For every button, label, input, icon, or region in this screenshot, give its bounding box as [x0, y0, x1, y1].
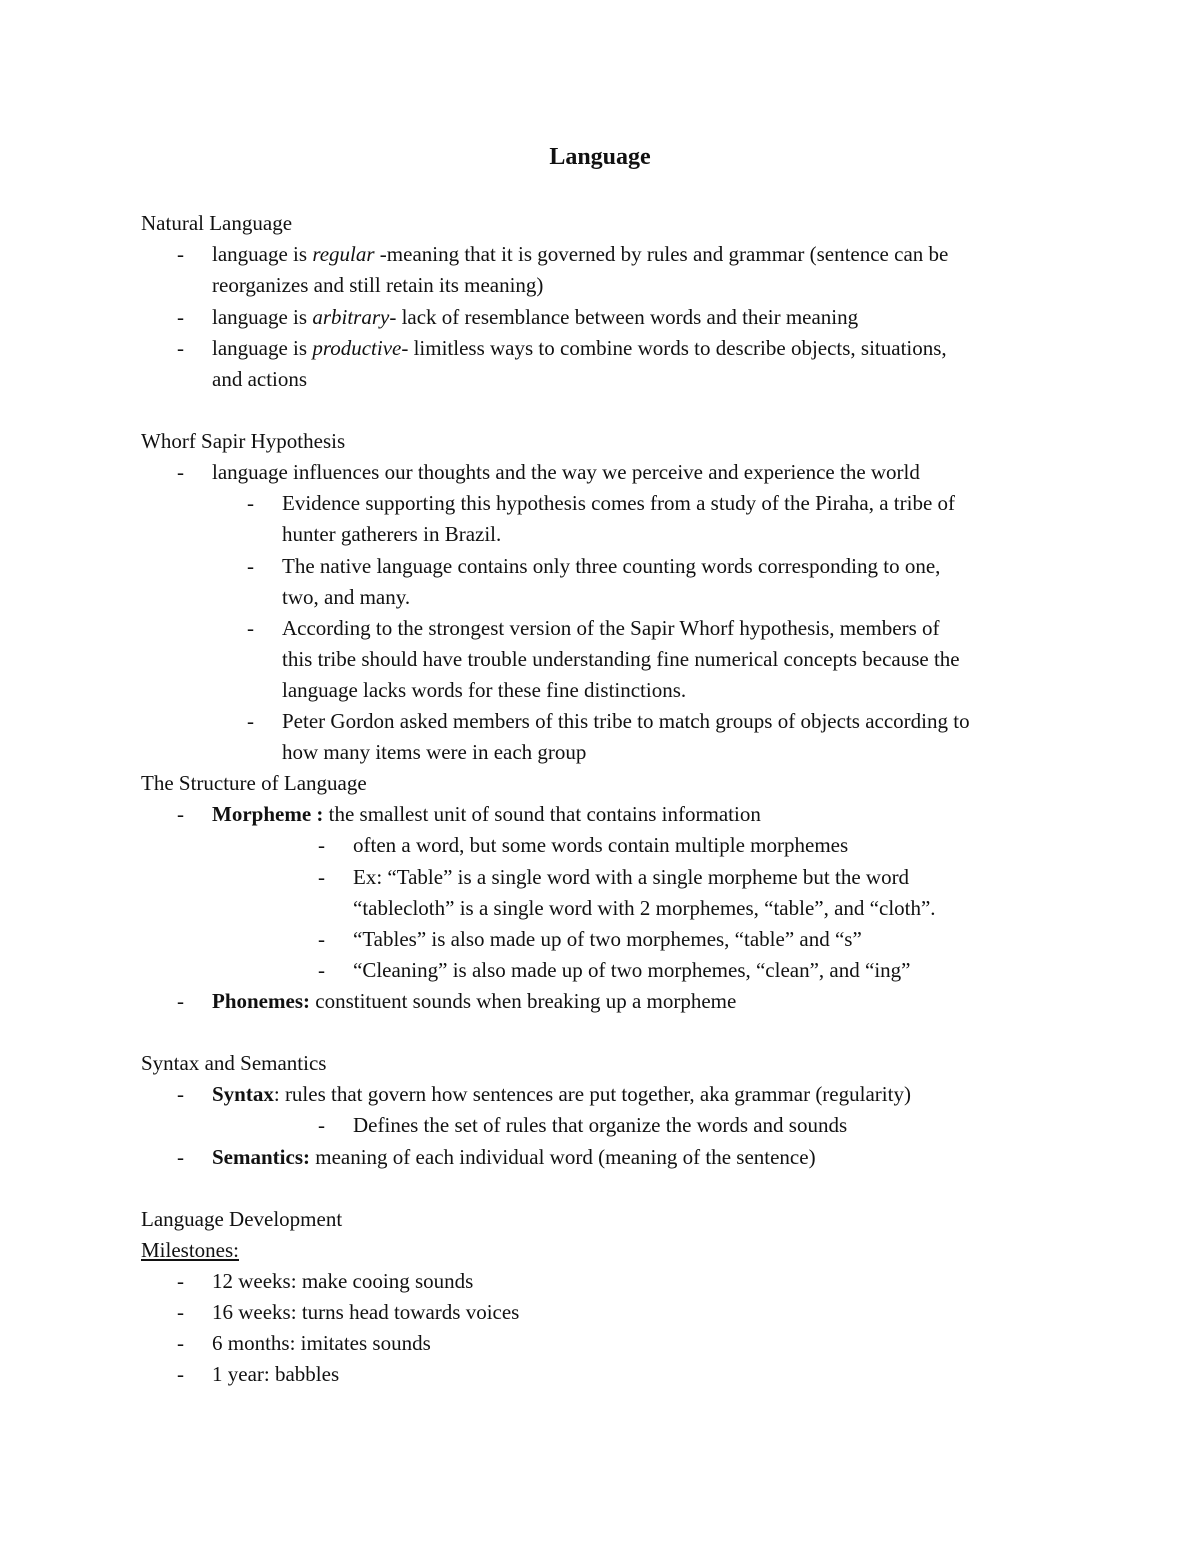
bullet-dash: -: [318, 958, 325, 982]
milestone-item: 16 weeks: turns head towards voices: [212, 1300, 520, 1324]
list-item-continuation: and actions: [212, 367, 308, 391]
list-item: language is productive- limitless ways to combine words to describe objects, situations,: [212, 336, 947, 360]
term-semantics: Semantics:: [212, 1145, 310, 1169]
sub-list-item: “Cleaning” is also made up of two morphemes, “clean”, and “ing”: [353, 958, 911, 982]
term-morpheme: Morpheme :: [212, 802, 324, 826]
milestone-item: 12 weeks: make cooing sounds: [212, 1269, 474, 1293]
list-item: language is arbitrary- lack of resemblance between words and their meaning: [212, 305, 859, 329]
section-heading-whorf-sapir: Whorf Sapir Hypothesis: [141, 429, 346, 453]
bullet-dash: -: [247, 709, 254, 733]
milestone-item: 1 year: babbles: [212, 1362, 340, 1386]
bullet-dash: -: [177, 242, 184, 266]
bullet-dash: -: [247, 554, 254, 578]
bullet-dash: -: [177, 989, 184, 1013]
sub-list-item-continuation: how many items were in each group: [282, 740, 587, 764]
list-item: language influences our thoughts and the way we perceive and experience the world: [212, 460, 920, 484]
sub-list-item-continuation: “tablecloth” is a single word with 2 morphemes, “table”, and “cloth”.: [353, 896, 936, 920]
list-item-semantics: Semantics: meaning of each individual word (meaning of the sentence): [212, 1145, 816, 1169]
bullet-dash: -: [177, 1300, 184, 1324]
bullet-dash: -: [177, 802, 184, 826]
list-item-morpheme: Morpheme : the smallest unit of sound that contains information: [212, 802, 761, 826]
section-heading-natural-language: Natural Language: [141, 211, 293, 235]
bullet-dash: -: [177, 460, 184, 484]
section-heading-syntax-semantics: Syntax and Semantics: [141, 1051, 327, 1075]
milestone-item: 6 months: imitates sounds: [212, 1331, 431, 1355]
list-item-continuation: reorganizes and still retain its meaning): [212, 273, 544, 297]
bullet-dash: -: [318, 865, 325, 889]
bullet-dash: -: [177, 1145, 184, 1169]
bullet-dash: -: [177, 1331, 184, 1355]
list-item-phonemes: Phonemes: constituent sounds when breaking up a morpheme: [212, 989, 737, 1013]
list-item: language is regular -meaning that it is governed by rules and grammar (sentence can be: [212, 242, 949, 266]
sub-list-item: According to the strongest version of the Sapir Whorf hypothesis, members of: [282, 616, 940, 640]
bullet-dash: -: [318, 927, 325, 951]
section-heading-structure-of-language: The Structure of Language: [141, 771, 367, 795]
bullet-dash: -: [177, 305, 184, 329]
bullet-dash: -: [177, 336, 184, 360]
bullet-dash: -: [177, 1082, 184, 1106]
term-phonemes: Phonemes:: [212, 989, 310, 1013]
sub-list-item: often a word, but some words contain multiple morphemes: [353, 833, 849, 857]
sub-list-item: Defines the set of rules that organize the words and sounds: [353, 1113, 848, 1137]
sub-list-item: Evidence supporting this hypothesis comes from a study of the Piraha, a tribe of: [282, 491, 956, 515]
sub-list-item-continuation: language lacks words for these fine distinctions.: [282, 678, 687, 702]
sub-list-item-continuation: two, and many.: [282, 585, 411, 609]
sub-list-item: Ex: “Table” is a single word with a single morpheme but the word: [353, 865, 910, 889]
section-heading-language-development: Language Development: [141, 1207, 343, 1231]
list-item-syntax: Syntax: rules that govern how sentences are put together, aka grammar (regularity): [212, 1082, 911, 1106]
sub-list-item: The native language contains only three counting words corresponding to one,: [282, 554, 941, 578]
page-title: Language: [549, 144, 651, 170]
bullet-dash: -: [247, 616, 254, 640]
bullet-dash: -: [177, 1269, 184, 1293]
sub-list-item: “Tables” is also made up of two morphemes, “table” and “s”: [353, 927, 862, 951]
bullet-dash: -: [318, 833, 325, 857]
term-syntax: Syntax: [212, 1082, 274, 1106]
sub-list-item: Peter Gordon asked members of this tribe to match groups of objects according to: [282, 709, 970, 733]
bullet-dash: -: [318, 1113, 325, 1137]
bullet-dash: -: [247, 491, 254, 515]
sub-list-item-continuation: hunter gatherers in Brazil.: [282, 522, 502, 546]
bullet-dash: -: [177, 1362, 184, 1386]
sub-list-item-continuation: this tribe should have trouble understanding fine numerical concepts because the: [282, 647, 960, 671]
milestones-label: Milestones:: [141, 1238, 239, 1262]
